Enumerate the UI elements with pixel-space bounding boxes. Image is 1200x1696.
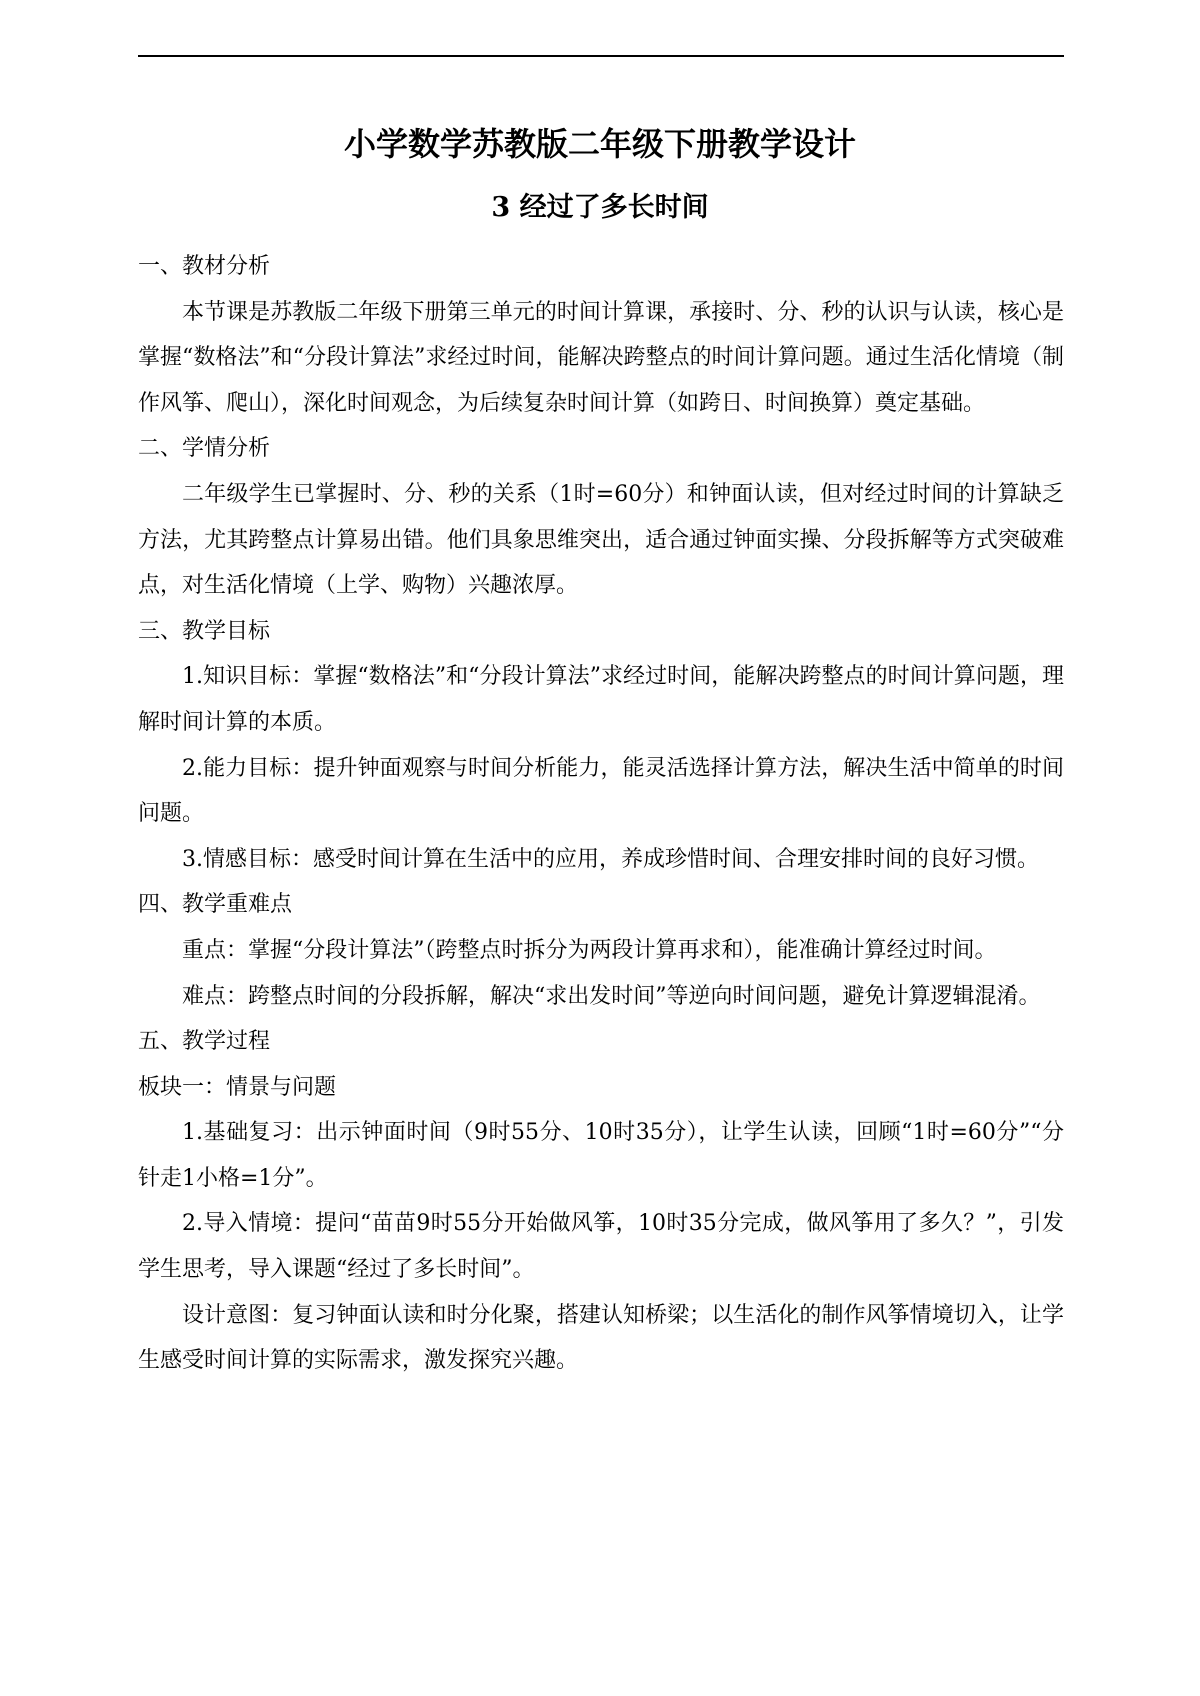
section-heading: 三、教学目标	[138, 618, 271, 644]
section-heading: 二、学情分析	[138, 436, 271, 462]
paragraph: 1.基础复习：出示钟面时间（9时55分、10时35分），让学生认读，回顾“1时=60分”“分针走1小格=1分”。	[138, 1120, 1064, 1191]
paragraph: 1.知识目标：掌握“数格法”和“分段计算法”求经过时间，能解决跨整点的时间计算问题，理解时间计算的本质。	[138, 664, 1064, 735]
paragraph: 设计意图：复习钟面认读和时分化聚，搭建认知桥梁；以生活化的制作风筝情境切入，让学生感受时间计算的实际需求，激发探究兴趣。	[138, 1302, 1064, 1374]
paragraph: 2.导入情境：提问“苗苗9时55分开始做风筝，10时35分完成，做风筝用了多久？”，引发学生思考，导入课题“经过了多长时间”。	[138, 1211, 1064, 1283]
paragraph: 2.能力目标：提升钟面观察与时间分析能力，能灵活选择计算方法，解决生活中简单的时间问题。	[138, 755, 1064, 827]
paragraph: 3.情感目标：感受时间计算在生活中的应用，养成珍惜时间、合理安排时间的良好习惯。	[182, 846, 1039, 872]
paragraph: 难点：跨整点时间的分段拆解，解决“求出发时间”等逆向时间问题，避免计算逻辑混淆。	[182, 983, 1041, 1009]
section-heading: 五、教学过程	[138, 1029, 271, 1055]
paragraph: 本节课是苏教版二年级下册第三单元的时间计算课，承接时、分、秒的认识与认读，核心是掌握“数格法”和“分段计算法”求经过时间，能解决跨整点的时间计算问题。通过生活化情境（制作风筝、爬山），深化时间观念，为后续复杂时间计算（如跨日、时间换算）奠定基础。	[138, 299, 1064, 416]
document-body	[138, 244, 1064, 1384]
paragraph: 重点：掌握“分段计算法”（跨整点时拆分为两段计算再求和），能准确计算经过时间。	[182, 937, 997, 963]
sub-title: 3 经过了多长时间	[491, 192, 709, 223]
subsection-heading: 板块一：情景与问题	[138, 1074, 337, 1100]
section-heading: 一、教材分析	[138, 254, 271, 279]
paragraph: 二年级学生已掌握时、分、秒的关系（1时=60分）和钟面认读，但对经过时间的计算缺乏方法，尤其跨整点计算易出错。他们具象思维突出，适合通过钟面实操、分段拆解等方式突破难点，对生活化情境（上学、购物）兴趣浓厚。	[138, 481, 1064, 599]
section-heading: 四、教学重难点	[138, 892, 293, 918]
header-rule	[138, 55, 1064, 57]
main-title: 小学数学苏教版二年级下册教学设计	[343, 125, 856, 163]
